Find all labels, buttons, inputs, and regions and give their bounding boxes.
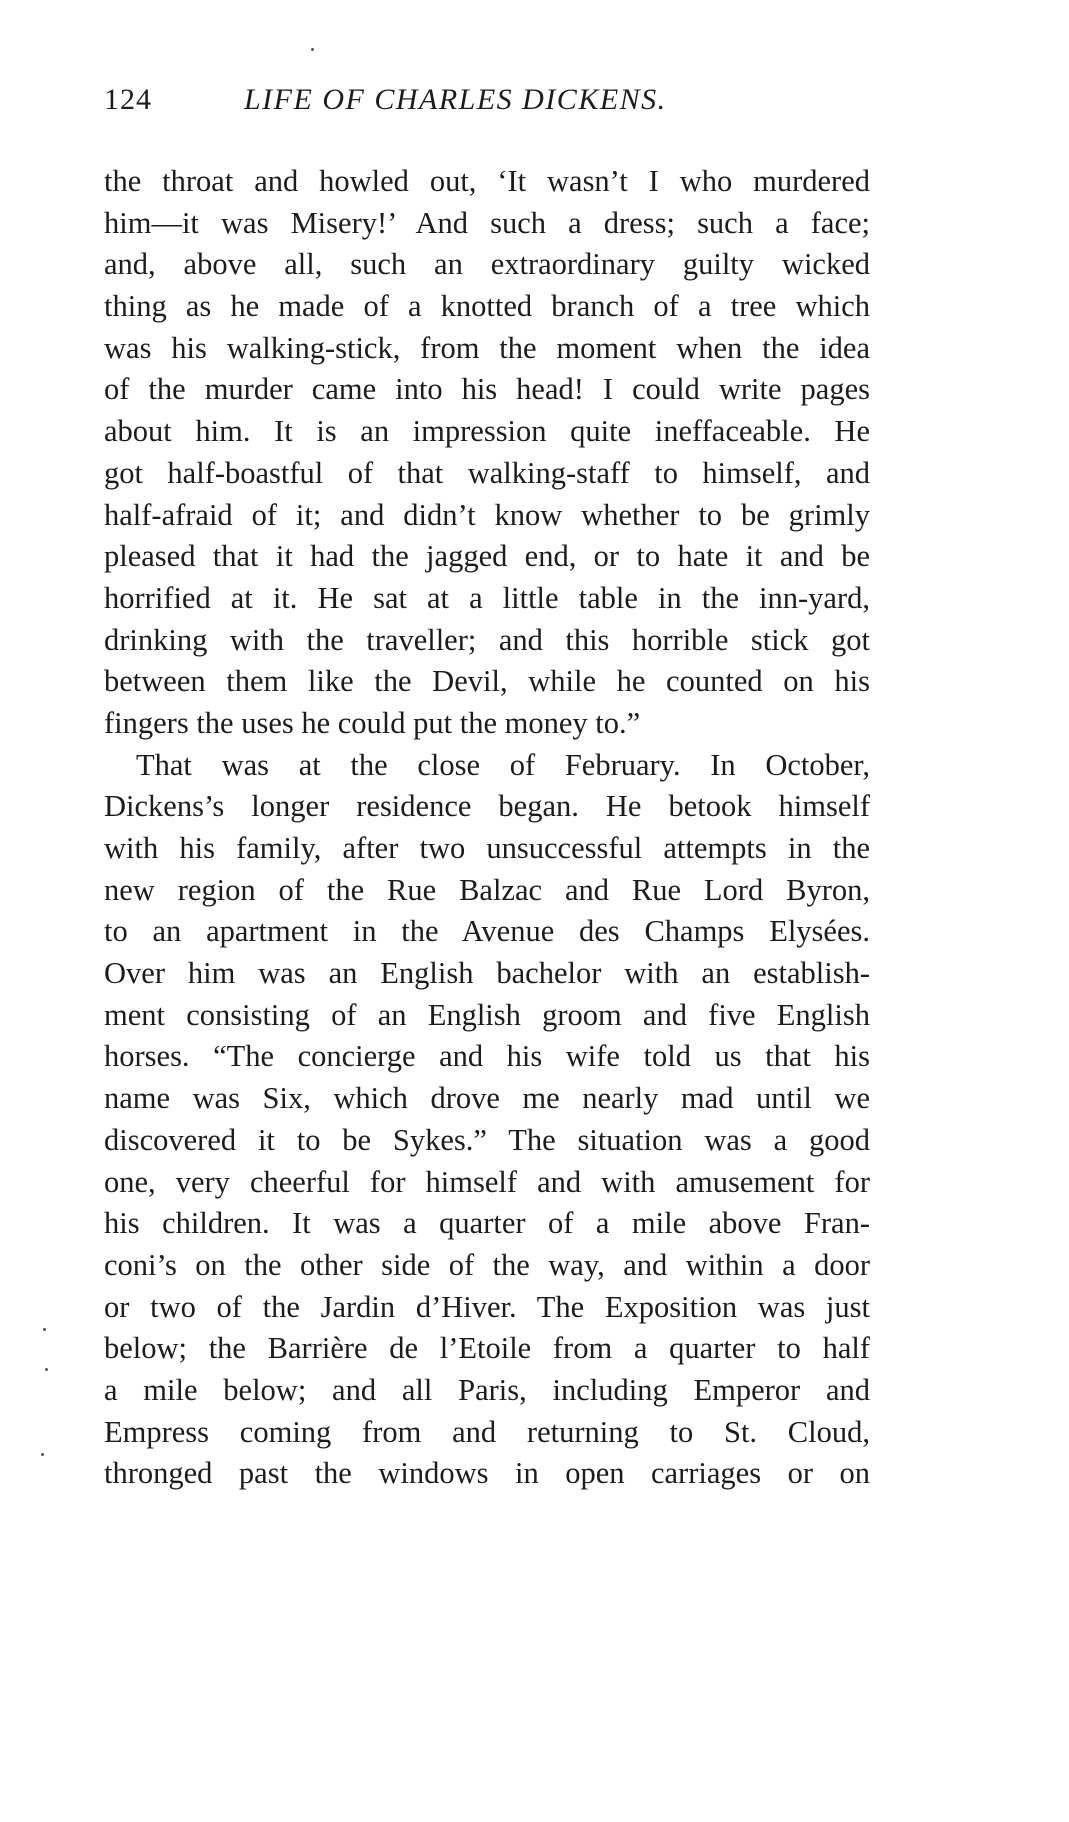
page-number: 124 [104,83,152,116]
text-line: ment consisting of an English groom and five English [104,997,870,1032]
text-line: horrified at it. He sat at a little table in the inn-yard, [104,580,870,615]
running-title: LIFE OF CHARLES DICKENS. [244,83,667,116]
text-line: or two of the Jardin d’Hiver. The Exposition was just [104,1289,870,1324]
text-line: him—it was Misery!’ And such a dress; such a face; [104,205,870,240]
body-text [104,161,870,1495]
text-line: got half-boastful of that walking-staff to himself, and [104,455,870,490]
text-line: about him. It is an impression quite ineffaceable. He [104,414,870,449]
text-line: of the murder came into his head! I could write pages [104,372,870,407]
text-line: below; the Barrière de l’Etoile from a quarter to half [104,1331,870,1366]
text-line: with his family, after two unsuccessful attempts in the [104,831,870,865]
text-line: a mile below; and all Paris, including Emperor and [104,1372,870,1407]
text-line: the throat and howled out, ‘It wasn’t I who murdered [104,164,870,198]
text-line: pleased that it had the jagged end, or to hate it and be [104,539,870,574]
text-line: fingers the uses he could put the money to.” [104,705,641,740]
text-line: coni’s on the other side of the way, and within a door [104,1247,870,1282]
text-line: horses. “The concierge and his wife told us that his [104,1039,870,1074]
text-line: one, very cheerful for himself and with amusement for [104,1164,870,1199]
scan-speck [41,1453,44,1456]
text-line: Over him was an English bachelor with an establish- [104,956,870,991]
text-line: thing as he made of a knotted branch of a tree which [104,289,870,324]
text-line: to an apartment in the Avenue des Champs Elysées. [104,914,870,949]
scan-speck [311,48,314,51]
text-line: discovered it to be Sykes.” The situation was a good [104,1122,870,1157]
text-line: thronged past the windows in open carriages or on [104,1456,870,1491]
text-line: drinking with the traveller; and this horrible stick got [104,622,870,657]
text-line: was his walking-stick, from the moment when the idea [104,330,870,365]
running-head [104,80,870,120]
scan-speck [43,1328,46,1331]
text-line: Empress coming from and returning to St. Cloud, [104,1414,870,1449]
text-line: half-afraid of it; and didn’t know whether to be grimly [104,497,870,532]
text-line: That was at the close of February. In October, [136,747,870,782]
text-line: and, above all, such an extraordinary guilty wicked [104,247,870,282]
text-line: between them like the Devil, while he counted on his [104,664,870,699]
scan-speck [45,1368,48,1371]
text-line: name was Six, which drove me nearly mad until we [104,1081,870,1116]
text-line: his children. It was a quarter of a mile above Fran- [104,1206,870,1241]
text-line: new region of the Rue Balzac and Rue Lord Byron, [104,872,870,907]
text-line: Dickens’s longer residence began. He betook himself [104,789,870,824]
